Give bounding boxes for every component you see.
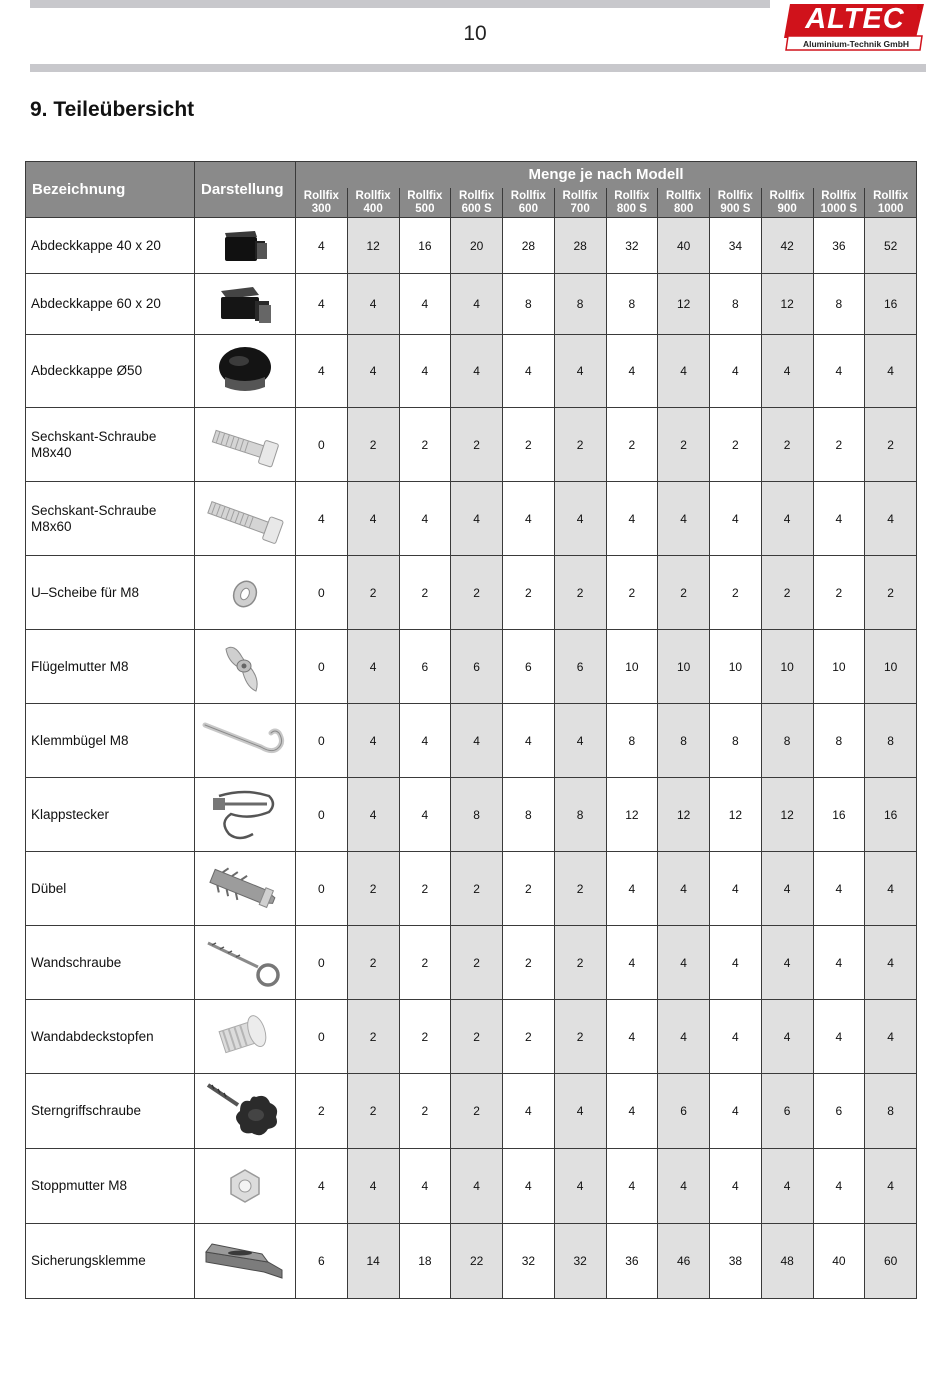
quantity-cell: 2 [347, 852, 399, 926]
quantity-cell: 8 [606, 274, 658, 335]
quantity-cell: 2 [451, 926, 503, 1000]
table-row [26, 556, 917, 630]
model-name: Rollfix [873, 189, 909, 202]
table-row [26, 274, 917, 335]
part-name: Klemmbügel M8 [26, 704, 195, 778]
quantity-cell: 2 [347, 926, 399, 1000]
model-header [606, 188, 658, 218]
quantity-cell: 2 [503, 556, 555, 630]
quantity-cell: 8 [865, 704, 917, 778]
quantity-cell: 6 [658, 1074, 710, 1149]
quantity-cell: 2 [347, 1074, 399, 1149]
quantity-cell: 4 [296, 218, 348, 274]
quantity-cell: 6 [761, 1074, 813, 1149]
quantity-cell: 2 [813, 408, 865, 482]
quantity-cell: 4 [399, 274, 451, 335]
quantity-cell: 2 [554, 926, 606, 1000]
quantity-cell: 4 [399, 335, 451, 408]
quantity-cell: 8 [710, 704, 762, 778]
quantity-cell: 12 [761, 778, 813, 852]
quantity-cell: 8 [658, 704, 710, 778]
washer-icon [195, 556, 296, 630]
quantity-cell: 46 [658, 1224, 710, 1299]
lock-nut-icon [195, 1149, 296, 1224]
quantity-cell: 4 [813, 482, 865, 556]
quantity-cell: 4 [554, 704, 606, 778]
quantity-cell: 16 [813, 778, 865, 852]
quantity-cell: 0 [296, 926, 348, 1000]
quantity-cell: 0 [296, 704, 348, 778]
quantity-cell: 20 [451, 218, 503, 274]
quantity-cell: 4 [554, 1074, 606, 1149]
quantity-cell: 4 [813, 1000, 865, 1074]
quantity-cell: 60 [865, 1224, 917, 1299]
quantity-cell: 2 [813, 556, 865, 630]
quantity-cell: 4 [451, 274, 503, 335]
quantity-cell: 2 [606, 408, 658, 482]
j-hook-clamp-icon [195, 704, 296, 778]
quantity-cell: 4 [554, 482, 606, 556]
quantity-cell: 12 [658, 274, 710, 335]
logo-registered-mark: ® [916, 5, 922, 12]
quantity-cell: 4 [606, 1074, 658, 1149]
quantity-cell: 4 [503, 1149, 555, 1224]
quantity-cell: 4 [710, 1074, 762, 1149]
quantity-cell: 10 [606, 630, 658, 704]
part-name: Abdeckkappe Ø50 [26, 335, 195, 408]
quantity-cell: 12 [658, 778, 710, 852]
model-name: Rollfix [407, 189, 443, 202]
quantity-cell: 0 [296, 408, 348, 482]
part-name: Flügelmutter M8 [26, 630, 195, 704]
quantity-cell: 4 [710, 1000, 762, 1074]
quantity-cell: 2 [296, 1074, 348, 1149]
quantity-cell: 12 [710, 778, 762, 852]
quantity-cell: 8 [606, 704, 658, 778]
quantity-cell: 0 [296, 1000, 348, 1074]
quantity-cell: 4 [296, 274, 348, 335]
quantity-cell: 4 [347, 704, 399, 778]
part-name: Sicherungsklemme [26, 1224, 195, 1299]
quantity-cell: 6 [554, 630, 606, 704]
model-name: Rollfix [614, 189, 650, 202]
quantity-cell: 36 [606, 1224, 658, 1299]
quantity-cell: 2 [399, 926, 451, 1000]
quantity-cell: 32 [606, 218, 658, 274]
quantity-cell: 2 [451, 1074, 503, 1149]
model-size: 900 [777, 202, 797, 215]
quantity-cell: 42 [761, 218, 813, 274]
quantity-cell: 4 [451, 335, 503, 408]
model-name: Rollfix [666, 189, 702, 202]
quantity-cell: 4 [399, 1149, 451, 1224]
quantity-cell: 4 [761, 482, 813, 556]
quantity-cell: 14 [347, 1224, 399, 1299]
model-size: 800 [674, 202, 694, 215]
table-row [26, 1074, 917, 1149]
part-name: Stoppmutter M8 [26, 1149, 195, 1224]
quantity-cell: 12 [347, 218, 399, 274]
quantity-cell: 34 [710, 218, 762, 274]
quantity-cell: 4 [658, 482, 710, 556]
quantity-cell: 6 [451, 630, 503, 704]
model-size: 600 S [461, 202, 492, 215]
model-header [296, 188, 348, 218]
quantity-cell: 2 [503, 408, 555, 482]
quantity-cell: 2 [503, 1000, 555, 1074]
quantity-cell: 2 [451, 852, 503, 926]
quantity-cell: 4 [658, 926, 710, 1000]
quantity-cell: 4 [554, 1149, 606, 1224]
table-row [26, 218, 917, 274]
model-size: 800 S [616, 202, 647, 215]
quantity-cell: 2 [761, 408, 813, 482]
quantity-cell: 4 [658, 335, 710, 408]
quantity-cell: 6 [503, 630, 555, 704]
quantity-cell: 18 [399, 1224, 451, 1299]
quantity-cell: 2 [347, 556, 399, 630]
quantity-cell: 4 [865, 1149, 917, 1224]
quantity-cell: 4 [503, 335, 555, 408]
quantity-cell: 16 [865, 778, 917, 852]
quantity-cell: 4 [451, 1149, 503, 1224]
quantity-cell: 0 [296, 630, 348, 704]
quantity-cell: 2 [761, 556, 813, 630]
part-name: Abdeckkappe 60 x 20 [26, 274, 195, 335]
end-cap-rect-small-icon [195, 218, 296, 274]
quantity-cell: 0 [296, 778, 348, 852]
quantity-cell: 8 [710, 274, 762, 335]
table-row [26, 408, 917, 482]
model-header [399, 188, 451, 218]
quantity-cell: 10 [865, 630, 917, 704]
part-name: Sechskant-Schraube M8x40 [26, 408, 195, 482]
quantity-cell: 2 [658, 408, 710, 482]
page-number: 10 [463, 22, 487, 45]
table-row [26, 630, 917, 704]
table-row [26, 926, 917, 1000]
quantity-cell: 4 [761, 852, 813, 926]
table-row [26, 1000, 917, 1074]
quantity-cell: 4 [606, 482, 658, 556]
column-group-header: Menge je nach Modell [296, 162, 917, 188]
quantity-cell: 8 [554, 274, 606, 335]
column-header-name: Bezeichnung [26, 162, 195, 218]
quantity-cell: 12 [761, 274, 813, 335]
model-size: 1000 [877, 202, 904, 215]
model-header [554, 188, 606, 218]
logo-subtitle: Aluminium-Technik GmbH [802, 39, 910, 49]
quantity-cell: 2 [710, 556, 762, 630]
model-name: Rollfix [717, 189, 753, 202]
model-header [503, 188, 555, 218]
wing-nut-icon [195, 630, 296, 704]
safety-clip-icon [195, 1224, 296, 1299]
quantity-cell: 4 [503, 482, 555, 556]
table-row [26, 1149, 917, 1224]
top-rule [30, 0, 770, 8]
part-name: Wandabdeckstopfen [26, 1000, 195, 1074]
quantity-cell: 4 [710, 482, 762, 556]
hex-bolt-short-icon [195, 408, 296, 482]
part-name: Wandschraube [26, 926, 195, 1000]
quantity-cell: 2 [399, 852, 451, 926]
part-name: Klappstecker [26, 778, 195, 852]
model-size: 900 S [720, 202, 751, 215]
table-row [26, 335, 917, 408]
quantity-cell: 4 [399, 704, 451, 778]
table-row [26, 852, 917, 926]
quantity-cell: 4 [813, 852, 865, 926]
quantity-cell: 16 [865, 274, 917, 335]
quantity-cell: 4 [710, 1149, 762, 1224]
quantity-cell: 4 [865, 482, 917, 556]
model-size: 500 [415, 202, 435, 215]
model-header [658, 188, 710, 218]
quantity-cell: 4 [606, 1149, 658, 1224]
part-name: Dübel [26, 852, 195, 926]
quantity-cell: 2 [865, 408, 917, 482]
wall-plug-icon [195, 852, 296, 926]
quantity-cell: 4 [658, 1149, 710, 1224]
quantity-cell: 4 [503, 1074, 555, 1149]
quantity-cell: 4 [710, 926, 762, 1000]
quantity-cell: 4 [347, 274, 399, 335]
eye-screw-icon [195, 926, 296, 1000]
part-name: Sechskant-Schraube M8x60 [26, 482, 195, 556]
quantity-cell: 8 [503, 274, 555, 335]
end-cap-round-icon [195, 335, 296, 408]
table-row [26, 778, 917, 852]
part-name: U–Scheibe für M8 [26, 556, 195, 630]
quantity-cell: 38 [710, 1224, 762, 1299]
quantity-cell: 2 [399, 1000, 451, 1074]
quantity-cell: 4 [347, 778, 399, 852]
hex-bolt-long-icon [195, 482, 296, 556]
quantity-cell: 2 [554, 408, 606, 482]
quantity-cell: 4 [347, 482, 399, 556]
parts-table [25, 161, 917, 1299]
quantity-cell: 2 [658, 556, 710, 630]
quantity-cell: 4 [451, 704, 503, 778]
model-size: 300 [311, 202, 331, 215]
quantity-cell: 4 [503, 704, 555, 778]
model-header [761, 188, 813, 218]
quantity-cell: 2 [554, 556, 606, 630]
model-name: Rollfix [459, 189, 495, 202]
quantity-cell: 8 [761, 704, 813, 778]
quantity-cell: 4 [761, 335, 813, 408]
quantity-cell: 4 [606, 926, 658, 1000]
model-size: 1000 S [820, 202, 858, 215]
quantity-cell: 36 [813, 218, 865, 274]
quantity-cell: 40 [813, 1224, 865, 1299]
header-rule [30, 64, 926, 72]
quantity-cell: 4 [296, 482, 348, 556]
quantity-cell: 4 [347, 335, 399, 408]
star-knob-screw-icon [195, 1074, 296, 1149]
quantity-cell: 2 [347, 408, 399, 482]
quantity-cell: 0 [296, 556, 348, 630]
section-heading: 9. Teileübersicht [30, 98, 195, 121]
quantity-cell: 28 [554, 218, 606, 274]
quantity-cell: 4 [710, 852, 762, 926]
quantity-cell: 6 [813, 1074, 865, 1149]
quantity-cell: 4 [347, 1149, 399, 1224]
part-name: Sterngriffschraube [26, 1074, 195, 1149]
quantity-cell: 40 [658, 218, 710, 274]
model-name: Rollfix [562, 189, 598, 202]
model-name: Rollfix [303, 189, 339, 202]
quantity-cell: 28 [503, 218, 555, 274]
quantity-cell: 8 [813, 274, 865, 335]
quantity-cell: 2 [399, 556, 451, 630]
model-name: Rollfix [355, 189, 391, 202]
quantity-cell: 10 [761, 630, 813, 704]
quantity-cell: 4 [554, 335, 606, 408]
model-header [347, 188, 399, 218]
quantity-cell: 2 [606, 556, 658, 630]
model-header [865, 188, 917, 218]
quantity-cell: 4 [865, 1000, 917, 1074]
quantity-cell: 4 [865, 852, 917, 926]
quantity-cell: 32 [503, 1224, 555, 1299]
quantity-cell: 4 [761, 926, 813, 1000]
quantity-cell: 4 [399, 482, 451, 556]
logo-word: ALTEC [805, 3, 905, 35]
quantity-cell: 32 [554, 1224, 606, 1299]
model-header [710, 188, 762, 218]
model-name: Rollfix [510, 189, 546, 202]
quantity-cell: 4 [296, 335, 348, 408]
quantity-cell: 4 [399, 778, 451, 852]
quantity-cell: 8 [554, 778, 606, 852]
quantity-cell: 4 [658, 1000, 710, 1074]
quantity-cell: 2 [399, 408, 451, 482]
model-name: Rollfix [821, 189, 857, 202]
quantity-cell: 6 [296, 1224, 348, 1299]
quantity-cell: 2 [399, 1074, 451, 1149]
quantity-cell: 2 [451, 556, 503, 630]
quantity-cell: 22 [451, 1224, 503, 1299]
quantity-cell: 2 [503, 926, 555, 1000]
model-size: 600 [518, 202, 538, 215]
quantity-cell: 8 [451, 778, 503, 852]
quantity-cell: 10 [658, 630, 710, 704]
quantity-cell: 4 [606, 852, 658, 926]
quantity-cell: 4 [761, 1000, 813, 1074]
quantity-cell: 2 [451, 1000, 503, 1074]
quantity-cell: 4 [347, 630, 399, 704]
wall-cover-plug-icon [195, 1000, 296, 1074]
quantity-cell: 4 [813, 1149, 865, 1224]
table-row [26, 704, 917, 778]
model-name: Rollfix [769, 189, 805, 202]
quantity-cell: 2 [347, 1000, 399, 1074]
quantity-cell: 4 [865, 926, 917, 1000]
quantity-cell: 16 [399, 218, 451, 274]
quantity-cell: 4 [710, 335, 762, 408]
quantity-cell: 8 [865, 1074, 917, 1149]
model-header [451, 188, 503, 218]
quantity-cell: 10 [813, 630, 865, 704]
column-header-image: Darstellung [195, 162, 296, 218]
quantity-cell: 4 [813, 926, 865, 1000]
quantity-cell: 4 [865, 335, 917, 408]
quantity-cell: 2 [503, 852, 555, 926]
quantity-cell: 12 [606, 778, 658, 852]
table-row [26, 482, 917, 556]
quantity-cell: 2 [710, 408, 762, 482]
model-header [813, 188, 865, 218]
quantity-cell: 4 [606, 1000, 658, 1074]
quantity-cell: 8 [503, 778, 555, 852]
model-size: 700 [570, 202, 590, 215]
quantity-cell: 4 [761, 1149, 813, 1224]
linch-pin-icon [195, 778, 296, 852]
end-cap-rect-large-icon [195, 274, 296, 335]
quantity-cell: 48 [761, 1224, 813, 1299]
quantity-cell: 2 [554, 1000, 606, 1074]
model-size: 400 [363, 202, 383, 215]
part-name: Abdeckkappe 40 x 20 [26, 218, 195, 274]
quantity-cell: 2 [554, 852, 606, 926]
altec-logo [784, 2, 926, 52]
quantity-cell: 2 [451, 408, 503, 482]
quantity-cell: 4 [296, 1149, 348, 1224]
quantity-cell: 2 [865, 556, 917, 630]
quantity-cell: 4 [451, 482, 503, 556]
quantity-cell: 4 [606, 335, 658, 408]
quantity-cell: 10 [710, 630, 762, 704]
quantity-cell: 4 [658, 852, 710, 926]
quantity-cell: 8 [813, 704, 865, 778]
quantity-cell: 52 [865, 218, 917, 274]
quantity-cell: 0 [296, 852, 348, 926]
quantity-cell: 4 [813, 335, 865, 408]
table-row [26, 1224, 917, 1299]
quantity-cell: 6 [399, 630, 451, 704]
